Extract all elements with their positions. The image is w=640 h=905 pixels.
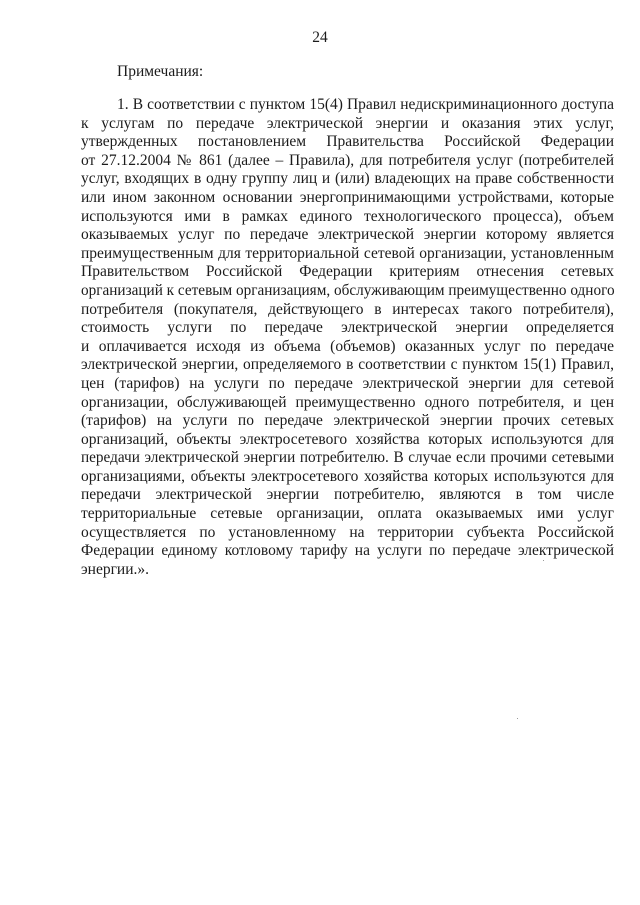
paragraph-line: используются ими в рамках единого технологического процесса), объем bbox=[81, 207, 614, 225]
scan-speck bbox=[543, 560, 544, 561]
paragraph-line: передачи электрической энергии потребителю. В случае если прочими сетевыми bbox=[81, 449, 614, 467]
paragraph-line: передачи электрической энергии потребителю, являются в том числе bbox=[81, 486, 614, 504]
paragraph-line: оказываемых услуг по передаче электрической энергии которому является bbox=[81, 226, 614, 244]
paragraph-line: цен (тарифов) на услуги по передаче электрической энергии для сетевой bbox=[81, 374, 614, 392]
paragraph-line: энергии.». bbox=[81, 560, 150, 578]
paragraph-line: организации, обслуживающей преимущественно одного потребителя, и цен bbox=[81, 393, 614, 411]
paragraph-line: Правительством Российской Федерации критериям отнесения сетевых bbox=[81, 263, 614, 281]
page-number: 24 bbox=[312, 29, 328, 46]
paragraph-line: услуг, входящих в одну группу лиц и (или) владеющих на праве собственности bbox=[81, 170, 614, 188]
paragraph-line: или ином законном основании энергопринимающими устройствами, которые bbox=[81, 188, 614, 206]
scan-speck bbox=[517, 718, 518, 719]
paragraph-line: от 27.12.2004 № 861 (далее – Правила), для потребителя услуг (потребителей bbox=[81, 151, 614, 169]
paragraph-line: потребителя (покупателя, действующего в интересах такого потребителя), bbox=[81, 300, 614, 318]
paragraph-line: преимущественным для территориальной сетевой организации, установленным bbox=[81, 244, 614, 262]
paragraph-line: электрической энергии, определяемого в соответствии с пунктом 15(1) Правил, bbox=[81, 356, 614, 374]
paragraph-line: и оплачивается исходя из объема (объемов) оказанных услуг по передаче bbox=[81, 337, 614, 355]
paragraph-line: организаций к сетевым организациям, обслуживающим преимущественно одного bbox=[81, 281, 615, 299]
paragraph-line: (тарифов) на услуги по передаче электрической энергии прочих сетевых bbox=[81, 412, 614, 430]
paragraph-line: к услугам по передаче электрической энергии и оказания этих услуг, bbox=[81, 114, 614, 132]
paragraph-line: утвержденных постановлением Правительства Российской Федерации bbox=[81, 133, 614, 151]
note-paragraph bbox=[81, 96, 614, 579]
paragraph-line: организациями, объекты электросетевого хозяйства которых используются для bbox=[81, 467, 614, 485]
paragraph-line: осуществляется по установленному на территории субъекта Российской bbox=[81, 523, 614, 541]
paragraph-line: организаций, объекты электросетевого хозяйства которых используются для bbox=[81, 430, 614, 448]
notes-heading: Примечания: bbox=[117, 63, 204, 80]
paragraph-line: 1. В соответствии с пунктом 15(4) Правил недискриминационного доступа bbox=[117, 96, 614, 113]
paragraph-line: Федерации единому котловому тарифу на услуги по передаче электрической bbox=[81, 542, 614, 560]
paragraph-line: территориальные сетевые организации, оплата оказываемых ими услуг bbox=[81, 505, 614, 523]
paragraph-line: стоимость услуги по передаче электрической энергии определяется bbox=[81, 319, 614, 337]
